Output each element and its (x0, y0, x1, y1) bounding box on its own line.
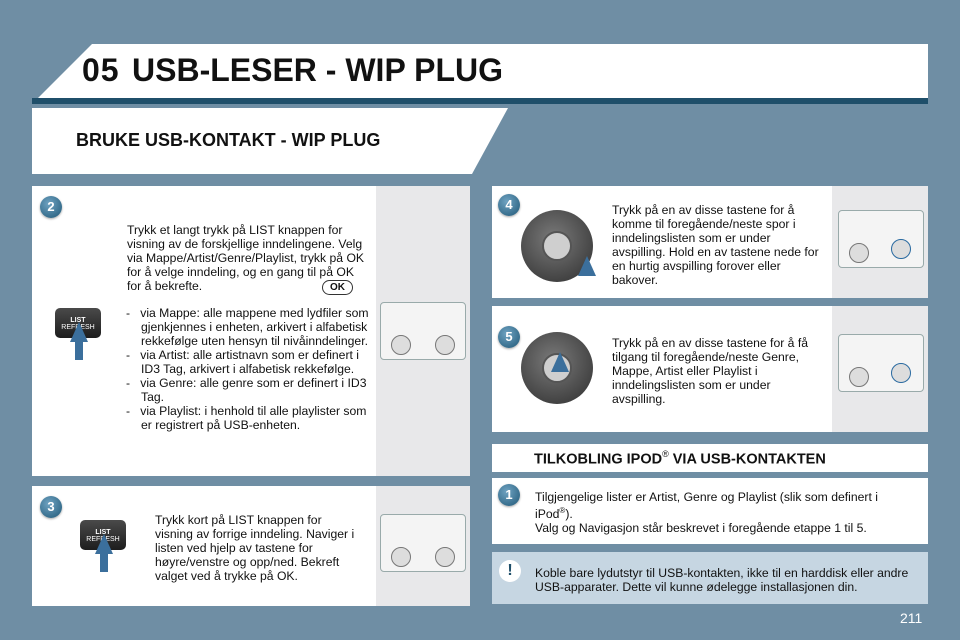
radio-knob-icon (391, 335, 411, 355)
header-underline (32, 98, 928, 104)
radio-knob-icon (849, 367, 869, 387)
radio-nav-knob-icon (891, 363, 911, 383)
step-badge-3: 3 (40, 496, 62, 518)
step-2-bullets (113, 306, 375, 432)
ipod-section-header: TILKOBLING IPOD® VIA USB-KONTAKTEN (492, 444, 928, 472)
press-arrow-icon (551, 352, 569, 372)
section-title: BRUKE USB-KONTAKT - WIP PLUG (76, 130, 381, 150)
step-badge-4: 4 (498, 194, 520, 216)
step-badge-2: 2 (40, 196, 62, 218)
list-button-icon: LIST REFRESH (55, 308, 101, 338)
bullet-mappe: - via Mappe: alle mappene med lydfiler som gjenkjennes i enheten, arkivert i alfabetisk rekkefølge uten hensyn til nivåinndelinger. (126, 306, 369, 348)
step-3-text: Trykk kort på LIST knappen for visning av forrige inndeling. Naviger i listen ved hjelp av tastene for høyre/venstre og opp/ned. Bekreft valget ved å trykke på OK. (155, 513, 355, 583)
subheader-tail (472, 108, 508, 174)
press-arrow-icon (578, 256, 596, 276)
page-number: 211 (900, 610, 923, 626)
press-arrow-icon (70, 322, 88, 342)
bullet-artist: - via Artist: alle artistnavn som er definert i ID3 Tag, arkivert i alfabetisk rekkefølge. (126, 348, 360, 376)
step-4-text: Trykk på en av disse tastene for å komme til foregående/neste spor i inndelingslisten som er under avspilling. Hold en av tastene nede for en hurtig avspilling forover eller bakover. (612, 203, 819, 287)
step-1-text: Tilgjengelige lister er Artist, Genre og Playlist (slik som definert i iPod®). Valg og Navigasjon står beskrevet i foregående etappe 1 til 5. (535, 490, 878, 536)
press-arrow-stem (100, 552, 108, 572)
ipod-section-title: TILKOBLING IPOD (534, 451, 663, 468)
step-5-text: Trykk på en av disse tastene for å få tilgang til foregående/neste Genre, Mappe, Artist eller Playlist i inndelingslisten som er under avspilling. (612, 336, 808, 406)
radio-knob-icon (391, 547, 411, 567)
warning-text: Koble bare lydutstyr til USB-kontakten, ikke til en harddisk eller andre USB-apparater. Dette vil kunne ødelegge installasjonen din. (535, 566, 909, 594)
ok-button-icon: OK (322, 280, 353, 295)
radio-unit-icon (838, 210, 924, 268)
bullet-playlist: - via Playlist: i henhold til alle playlister som er registrert på USB-enheten. (126, 404, 367, 432)
step-2-intro: Trykk et langt trykk på LIST knappen for visning av de forskjellige inndelingene. Velg via Mappe/Artist/Genre/Playlist, trykk på OK for å velge inndeling, og en gang til på OK for å bekrefte. (127, 223, 365, 293)
list-button-icon: LIST REFRESH (80, 520, 126, 550)
radio-knob-icon (435, 547, 455, 567)
page-title: USB-LESER - WIP PLUG (132, 52, 503, 88)
warning-icon: ! (499, 560, 521, 582)
chapter-number: 05 (82, 52, 120, 88)
radio-knob-icon (849, 243, 869, 263)
bullet-genre: - via Genre: alle genre som er definert i ID3 Tag. (126, 376, 367, 404)
step-badge-1: 1 (498, 484, 520, 506)
press-arrow-stem (75, 340, 83, 360)
radio-unit-icon (380, 302, 466, 360)
radio-unit-icon (838, 334, 924, 392)
radio-knob-icon (435, 335, 455, 355)
radio-nav-knob-icon (891, 239, 911, 259)
press-arrow-icon (95, 534, 113, 554)
radio-unit-icon (380, 514, 466, 572)
step-badge-5: 5 (498, 326, 520, 348)
